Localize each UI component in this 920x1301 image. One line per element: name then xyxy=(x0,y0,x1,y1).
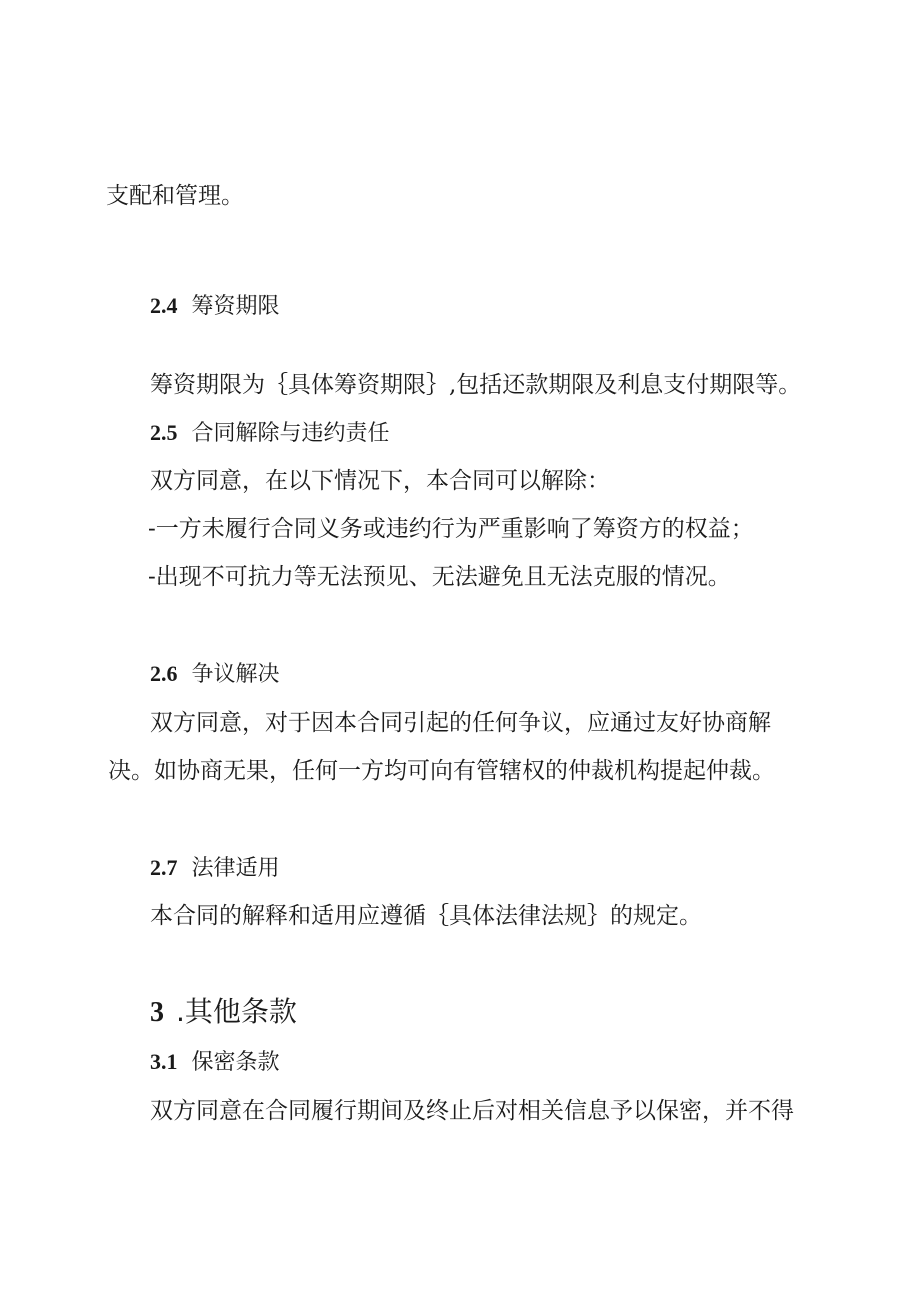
section-number: 2.6 xyxy=(150,661,178,686)
paragraph: 决。如协商无果，任何一方均可向有管辖权的仲裁机构提起仲裁。 xyxy=(108,758,775,784)
section-title: 法律适用 xyxy=(191,856,280,881)
continuation-text: 支配和管理。 xyxy=(106,183,244,209)
section-number: 3.1 xyxy=(150,1049,178,1074)
list-item: -出现不可抗力等无法预见、无法避免且无法克服的情况。 xyxy=(148,564,731,590)
section-number: 2.4 xyxy=(150,293,178,318)
section-number: 2.7 xyxy=(150,855,178,880)
paragraph: 本合同的解释和适用应遵循｛具体法律法规｝的规定。 xyxy=(150,903,702,929)
section-title: 筹资期限 xyxy=(191,294,280,319)
paragraph: 筹资期限为｛具体筹资期限｝,包括还款期限及利息支付期限等。 xyxy=(150,372,802,398)
chapter-number: 3 xyxy=(150,997,164,1028)
section-heading-2-7 xyxy=(150,853,280,884)
chapter-title: .其他条款 xyxy=(176,995,297,1028)
section-title: 争议解决 xyxy=(191,662,280,687)
section-title: 保密条款 xyxy=(191,1050,280,1075)
paragraph: 双方同意在合同履行期间及终止后对相关信息予以保密，并不得 xyxy=(150,1098,794,1124)
list-item: -一方未履行合同义务或违约行为严重影响了筹资方的权益； xyxy=(148,516,754,542)
paragraph: 双方同意，对于因本合同引起的任何争议，应通过友好协商解 xyxy=(150,710,771,736)
chapter-heading-3 xyxy=(150,994,297,1031)
section-heading-2-5 xyxy=(150,418,390,449)
paragraph: 双方同意，在以下情况下，本合同可以解除： xyxy=(150,468,610,494)
section-heading-2-4 xyxy=(150,291,280,322)
section-title: 合同解除与违约责任 xyxy=(191,421,390,446)
section-heading-3-1 xyxy=(150,1047,280,1078)
section-heading-2-6 xyxy=(150,659,280,690)
section-number: 2.5 xyxy=(150,420,178,445)
